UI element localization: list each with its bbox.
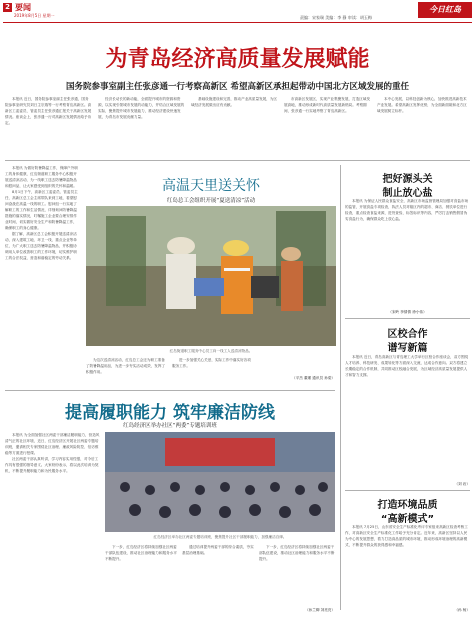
story2-intro-column: 本报讯 为做好防暑降温工作，保障户外职工的身体健康，红岛街道职工服务中心积极开展送清凉活动，为一线职工送去防暑降温物品和慰问品，让大家感受到组织的关怀和温暖。 8月1日下午，高新区工委委员、管委员主任、高新区总工会主席带队来到工地，看望慰问奋战在高温一线的职工。慰问组一行实地了解职工的工作和生活情况，详细询问防暑降温措施的落实情况，叮嘱施工企业要合理安排作业时间，切实做好安全生产和防暑降温工作，确保职工的身心健康。 据了解，高新区总工会积极开展送清凉活动，深入建筑工地、环卫一线、重点企业等单位，为广大职工送去防暑降温物品，并积极协调用人单位改善职工的工作环境，切实维护职工的合法权益，营造和谐稳定的劳动关系。 [5, 166, 78, 260]
right-divider-1 [345, 318, 470, 319]
story2-photo-caption: 红岛街道职工服务中心员工向一线工人送清凉物品。 [169, 349, 253, 353]
story2-byline: （平杰 董瑾 通讯员 孙梁） [292, 376, 335, 380]
story3-headline: 提高履职能力 筑牢廉洁防线 [65, 403, 275, 423]
masthead-logo: 今日红岛 [418, 2, 472, 18]
story3-byline: （孙兰卿 刘亮亮） [305, 608, 335, 612]
story3-divider [5, 390, 335, 391]
story2-column-a: 为这次送清凉活动，红岛总工会还为职工准备了防暑降温用品，为进一步夯实活动成效，发挥了积极作用。 [86, 358, 166, 374]
right-box3-subtitle: “高新模式” [380, 514, 435, 525]
header-rule [3, 22, 472, 23]
lead-column-5: 本中心发展，以科技创新为核心，加快推进高新技术产业发展。希望高新区发挥优势，为全面新面貌和北方区域发展树立标杆。 [377, 97, 467, 113]
story3-column-4: 下一步，红岛经济区将持续加强社区两委干部队伍建设，推动社区治理能力和服务水平不断提升。 [259, 545, 335, 561]
story3-column-3: 通过培训提升两委干部的综合素质，夯实基层治理基础。 [182, 545, 254, 555]
story3-subheadline: 红岛经济区举办社区“两委”专题培训班 [123, 423, 217, 429]
meeting-room-illustration [105, 432, 335, 532]
story3-photo [105, 432, 335, 532]
lead-column-1: 本报讯 近日，国务院参事室副主任张彦通，国务院参事室研究员刘日主宗瑞等一行考察青岛高新区。高新区工委委员、管委员主任张彦通汇报关于高新区发展情况。座谈会上，张彦通一行对高新区发展情况给予肯定。 [5, 97, 92, 125]
right-divider-2 [345, 490, 470, 491]
story3-column-1: 本报讯 为全面加强社区两委干部廉洁履职能力，营造风清气正的社区环境，近日，红岛经济区开展社区两委专题培训班，邀请相关专家围绕社区治理、廉政风险防控、信访维稳等方面进行授课。 社区两委干部认真听讲，学习内容实用性强，对今后工作具有很强的指导意义。大家纷纷表示，将以此次培训为契机，不断提升履职能力和为民服务水平。 [5, 433, 100, 473]
section-divider [5, 160, 470, 161]
right-box1-byline: （宋岭 李倩倩 徐小伟） [388, 310, 427, 314]
right-box1-text: 本报讯 为保证人民群众食盐安全，高新区市场监督管理局加强对食盐市场的监管，开展食盐专项检查，执法人员对辖区内的超市、商店、餐饮单位进行检查，重点检查食盐来源、进货查验、标签标识等内容，严厉打击销售假冒伪劣食盐行为，确保群众吃上放心盐。 [345, 199, 469, 221]
lead-column-2: 经济长动长的新动能，全面提升城市的资源和资源，以实现引领城市发展的动能力，并结合区域发展的实际，聚焦提升城市发展能力，推动经济建设快速发展，为青岛市发展贡献力量。 [98, 97, 185, 119]
right-box2-subtitle: 谱写新篇 [387, 343, 428, 354]
lead-column-3: 基础设施建设和完善，推动产业高质量发展，为区域经济发展做出应有贡献。 [191, 97, 278, 107]
page-number-badge: 2 [3, 3, 12, 12]
story2-subheadline: 红岛总工会组织开展“夏送清凉”活动 [166, 198, 256, 204]
right-box3-text: 本报讯 7月25日，山东省安全生产标准化考评专家组来高新区检查考核工作，对高新区安全生产标准化工作给予充分肯定。近年来，高新区坚持以人民为中心的发展思想，着力打造高品质的城市环境，推动形成环境治理的高新模式，不断提升群众的获得感和幸福感。 [345, 525, 468, 547]
story2-column-b: 进一步加强关心关爱，实际工作中落实好各项服务工作。 [172, 358, 251, 368]
right-box3-byline: （孙 杨） [454, 608, 470, 612]
lead-column-4: 市高新区发展区，实现产业集聚发展，打造区域发展高地，推动形成新时代高质量发展新格局。考察期间，张彦通一行实地考察了青岛高新区。 [284, 97, 371, 113]
story3-photo-caption: 红岛经济区举办社区两委专题培训班，聚焦提升社区干部履职能力，加强廉洁自律。 [153, 535, 287, 539]
story2-headline: 高温天里送关怀 [162, 178, 260, 194]
story3-column-2: 下一步，红岛经济区将持续加强社区两委干部队伍建设，推动社区治理能力和服务水平不断提升。 [105, 545, 177, 561]
editor-credits: 责编：宋家瑞 美编：李 静 审读：胡玉梅 [300, 15, 372, 20]
right-box1-subtitle: 制止放心盐 [382, 188, 433, 199]
right-column-divider [340, 165, 341, 610]
lead-headline: 为青岛经济高质量发展赋能 [105, 47, 370, 72]
lead-subheadline: 国务院参事室副主任张彦通一行考察高新区 希望高新区承担起带动中国北方区域发展的重任 [66, 82, 409, 92]
issue-date: 2019年8月5日 星期一 [14, 13, 55, 18]
page-header [0, 0, 475, 24]
right-box3-title: 打造环境品质 [377, 500, 438, 511]
right-box2-title: 区校合作 [387, 329, 428, 340]
right-box2-text: 本报讯 近日，青岛高新区与青岛理工大学举行区校合作座谈会，双方围绕人才培养、科技研发、成果转化等方面深入交流，达成合作意向。双方将建立长期稳定的合作机制，共同推动区校融合发展，为区域经济高质量发展提供人才和智力支撑。 [345, 355, 469, 377]
photo-scene-illustration [86, 206, 336, 346]
story2-photo [86, 206, 336, 346]
right-box2-byline: （刘 岩） [454, 482, 470, 486]
right-box1-title: 把好源头关 [382, 174, 433, 185]
section-name: 要闻 [15, 3, 31, 12]
